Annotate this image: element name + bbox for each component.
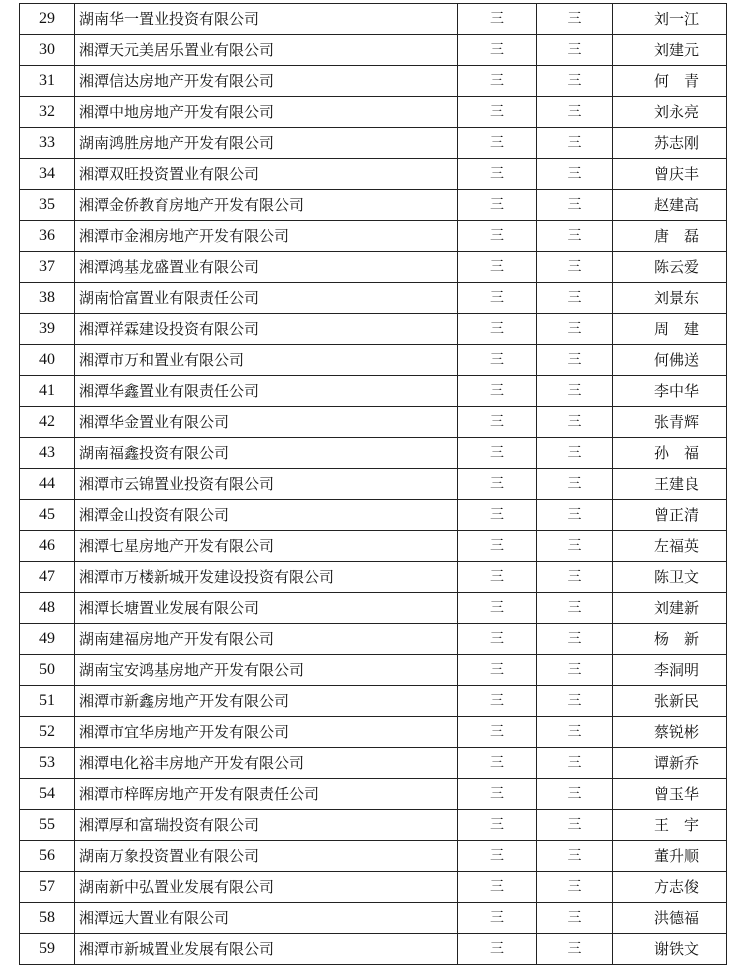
company-name: 湘潭市新城置业发展有限公司 xyxy=(75,934,458,965)
table-row xyxy=(20,469,727,500)
grade-cell: 三 xyxy=(537,4,613,35)
person-name: 孙 福 xyxy=(613,438,727,469)
table-row xyxy=(20,252,727,283)
company-name: 湖南福鑫投资有限公司 xyxy=(75,438,458,469)
row-number: 54 xyxy=(20,779,75,810)
table-row xyxy=(20,97,727,128)
person-name: 周 建 xyxy=(613,314,727,345)
row-number: 45 xyxy=(20,500,75,531)
table-body xyxy=(20,4,727,965)
company-name: 湘潭市金湘房地产开发有限公司 xyxy=(75,221,458,252)
row-number: 34 xyxy=(20,159,75,190)
person-name: 洪德福 xyxy=(613,903,727,934)
company-name: 湘潭电化裕丰房地产开发有限公司 xyxy=(75,748,458,779)
grade-cell: 三 xyxy=(458,438,537,469)
table-row xyxy=(20,345,727,376)
person-name: 王建良 xyxy=(613,469,727,500)
company-name: 湘潭七星房地产开发有限公司 xyxy=(75,531,458,562)
company-name: 湖南华一置业投资有限公司 xyxy=(75,4,458,35)
grade-cell: 三 xyxy=(458,655,537,686)
table-row xyxy=(20,686,727,717)
person-name: 刘一江 xyxy=(613,4,727,35)
grade-cell: 三 xyxy=(458,66,537,97)
company-name: 湖南鸿胜房地产开发有限公司 xyxy=(75,128,458,159)
row-number: 48 xyxy=(20,593,75,624)
table-row xyxy=(20,810,727,841)
row-number: 51 xyxy=(20,686,75,717)
company-name: 湘潭鸿基龙盛置业有限公司 xyxy=(75,252,458,283)
grade-cell: 三 xyxy=(458,4,537,35)
table-row xyxy=(20,748,727,779)
grade-cell: 三 xyxy=(537,810,613,841)
person-name: 左福英 xyxy=(613,531,727,562)
person-name: 李洞明 xyxy=(613,655,727,686)
grade-cell: 三 xyxy=(458,934,537,965)
person-name: 曾玉华 xyxy=(613,779,727,810)
table-row xyxy=(20,128,727,159)
table-row xyxy=(20,841,727,872)
grade-cell: 三 xyxy=(537,407,613,438)
row-number: 52 xyxy=(20,717,75,748)
grade-cell: 三 xyxy=(537,562,613,593)
company-name: 湘潭中地房地产开发有限公司 xyxy=(75,97,458,128)
grade-cell: 三 xyxy=(458,376,537,407)
person-name: 谭新乔 xyxy=(613,748,727,779)
company-name: 湖南宝安鸿基房地产开发有限公司 xyxy=(75,655,458,686)
grade-cell: 三 xyxy=(537,376,613,407)
row-number: 55 xyxy=(20,810,75,841)
grade-cell: 三 xyxy=(537,66,613,97)
grade-cell: 三 xyxy=(537,97,613,128)
grade-cell: 三 xyxy=(537,841,613,872)
grade-cell: 三 xyxy=(458,872,537,903)
company-name: 湘潭厚和富瑞投资有限公司 xyxy=(75,810,458,841)
company-name: 湘潭长塘置业发展有限公司 xyxy=(75,593,458,624)
grade-cell: 三 xyxy=(537,593,613,624)
row-number: 47 xyxy=(20,562,75,593)
company-name: 湘潭华金置业有限公司 xyxy=(75,407,458,438)
person-name: 刘建元 xyxy=(613,35,727,66)
person-name: 苏志刚 xyxy=(613,128,727,159)
person-name: 何佛送 xyxy=(613,345,727,376)
row-number: 38 xyxy=(20,283,75,314)
company-name: 湘潭市梓晖房地产开发有限责任公司 xyxy=(75,779,458,810)
grade-cell: 三 xyxy=(458,748,537,779)
row-number: 29 xyxy=(20,4,75,35)
grade-cell: 三 xyxy=(458,624,537,655)
company-name: 湘潭市万楼新城开发建设投资有限公司 xyxy=(75,562,458,593)
table-row xyxy=(20,531,727,562)
grade-cell: 三 xyxy=(537,531,613,562)
table-row xyxy=(20,593,727,624)
table-row xyxy=(20,376,727,407)
grade-cell: 三 xyxy=(458,810,537,841)
person-name: 曾庆丰 xyxy=(613,159,727,190)
grade-cell: 三 xyxy=(537,221,613,252)
table-row xyxy=(20,779,727,810)
person-name: 谢铁文 xyxy=(613,934,727,965)
person-name: 刘永亮 xyxy=(613,97,727,128)
person-name: 陈卫文 xyxy=(613,562,727,593)
grade-cell: 三 xyxy=(458,407,537,438)
table-row xyxy=(20,872,727,903)
row-number: 32 xyxy=(20,97,75,128)
row-number: 37 xyxy=(20,252,75,283)
grade-cell: 三 xyxy=(537,748,613,779)
row-number: 35 xyxy=(20,190,75,221)
grade-cell: 三 xyxy=(537,159,613,190)
grade-cell: 三 xyxy=(458,593,537,624)
row-number: 39 xyxy=(20,314,75,345)
person-name: 王 宇 xyxy=(613,810,727,841)
table-row xyxy=(20,66,727,97)
person-name: 杨 新 xyxy=(613,624,727,655)
grade-cell: 三 xyxy=(537,128,613,159)
grade-cell: 三 xyxy=(458,314,537,345)
grade-cell: 三 xyxy=(458,779,537,810)
person-name: 陈云爱 xyxy=(613,252,727,283)
grade-cell: 三 xyxy=(458,221,537,252)
person-name: 李中华 xyxy=(613,376,727,407)
row-number: 30 xyxy=(20,35,75,66)
company-name: 湖南万象投资置业有限公司 xyxy=(75,841,458,872)
table-row xyxy=(20,283,727,314)
table-row xyxy=(20,407,727,438)
grade-cell: 三 xyxy=(537,500,613,531)
grade-cell: 三 xyxy=(458,128,537,159)
table-row xyxy=(20,221,727,252)
row-number: 40 xyxy=(20,345,75,376)
row-number: 46 xyxy=(20,531,75,562)
grade-cell: 三 xyxy=(458,159,537,190)
grade-cell: 三 xyxy=(537,779,613,810)
row-number: 42 xyxy=(20,407,75,438)
company-name: 湘潭市宜华房地产开发有限公司 xyxy=(75,717,458,748)
company-table xyxy=(19,3,727,965)
company-name: 湖南新中弘置业发展有限公司 xyxy=(75,872,458,903)
row-number: 53 xyxy=(20,748,75,779)
grade-cell: 三 xyxy=(537,469,613,500)
company-name: 湘潭金侨教育房地产开发有限公司 xyxy=(75,190,458,221)
grade-cell: 三 xyxy=(537,438,613,469)
grade-cell: 三 xyxy=(458,252,537,283)
grade-cell: 三 xyxy=(458,686,537,717)
row-number: 41 xyxy=(20,376,75,407)
row-number: 43 xyxy=(20,438,75,469)
row-number: 58 xyxy=(20,903,75,934)
person-name: 刘景东 xyxy=(613,283,727,314)
company-name: 湘潭华鑫置业有限责任公司 xyxy=(75,376,458,407)
company-name: 湘潭金山投资有限公司 xyxy=(75,500,458,531)
person-name: 唐 磊 xyxy=(613,221,727,252)
person-name: 张青辉 xyxy=(613,407,727,438)
row-number: 44 xyxy=(20,469,75,500)
grade-cell: 三 xyxy=(458,841,537,872)
row-number: 59 xyxy=(20,934,75,965)
grade-cell: 三 xyxy=(537,934,613,965)
grade-cell: 三 xyxy=(537,872,613,903)
row-number: 50 xyxy=(20,655,75,686)
grade-cell: 三 xyxy=(458,469,537,500)
grade-cell: 三 xyxy=(458,562,537,593)
grade-cell: 三 xyxy=(458,903,537,934)
table-row xyxy=(20,562,727,593)
grade-cell: 三 xyxy=(537,35,613,66)
table-row xyxy=(20,314,727,345)
person-name: 赵建高 xyxy=(613,190,727,221)
person-name: 蔡锐彬 xyxy=(613,717,727,748)
grade-cell: 三 xyxy=(458,283,537,314)
grade-cell: 三 xyxy=(537,314,613,345)
grade-cell: 三 xyxy=(537,717,613,748)
company-name: 湖南恰富置业有限责任公司 xyxy=(75,283,458,314)
table-row xyxy=(20,190,727,221)
table-row xyxy=(20,438,727,469)
company-name: 湘潭市新鑫房地产开发有限公司 xyxy=(75,686,458,717)
table-row xyxy=(20,903,727,934)
grade-cell: 三 xyxy=(458,500,537,531)
row-number: 33 xyxy=(20,128,75,159)
grade-cell: 三 xyxy=(458,35,537,66)
person-name: 董升顺 xyxy=(613,841,727,872)
table-row xyxy=(20,500,727,531)
company-name: 湘潭祥霖建设投资有限公司 xyxy=(75,314,458,345)
grade-cell: 三 xyxy=(537,655,613,686)
company-name: 湘潭远大置业有限公司 xyxy=(75,903,458,934)
company-name: 湘潭天元美居乐置业有限公司 xyxy=(75,35,458,66)
person-name: 曾正清 xyxy=(613,500,727,531)
table-row xyxy=(20,624,727,655)
person-name: 方志俊 xyxy=(613,872,727,903)
grade-cell: 三 xyxy=(537,190,613,221)
company-name: 湖南建福房地产开发有限公司 xyxy=(75,624,458,655)
table-row xyxy=(20,159,727,190)
company-name: 湘潭双旺投资置业有限公司 xyxy=(75,159,458,190)
row-number: 31 xyxy=(20,66,75,97)
row-number: 56 xyxy=(20,841,75,872)
grade-cell: 三 xyxy=(458,97,537,128)
row-number: 57 xyxy=(20,872,75,903)
company-name: 湘潭市万和置业有限公司 xyxy=(75,345,458,376)
company-name: 湘潭信达房地产开发有限公司 xyxy=(75,66,458,97)
grade-cell: 三 xyxy=(537,345,613,376)
grade-cell: 三 xyxy=(537,903,613,934)
grade-cell: 三 xyxy=(458,345,537,376)
person-name: 刘建新 xyxy=(613,593,727,624)
table-row xyxy=(20,717,727,748)
row-number: 36 xyxy=(20,221,75,252)
table-row xyxy=(20,934,727,965)
row-number: 49 xyxy=(20,624,75,655)
table-row xyxy=(20,4,727,35)
person-name: 何 青 xyxy=(613,66,727,97)
grade-cell: 三 xyxy=(537,252,613,283)
person-name: 张新民 xyxy=(613,686,727,717)
company-name: 湘潭市云锦置业投资有限公司 xyxy=(75,469,458,500)
table-row xyxy=(20,655,727,686)
table-row xyxy=(20,35,727,66)
grade-cell: 三 xyxy=(458,190,537,221)
grade-cell: 三 xyxy=(537,686,613,717)
grade-cell: 三 xyxy=(458,717,537,748)
grade-cell: 三 xyxy=(458,531,537,562)
grade-cell: 三 xyxy=(537,624,613,655)
grade-cell: 三 xyxy=(537,283,613,314)
